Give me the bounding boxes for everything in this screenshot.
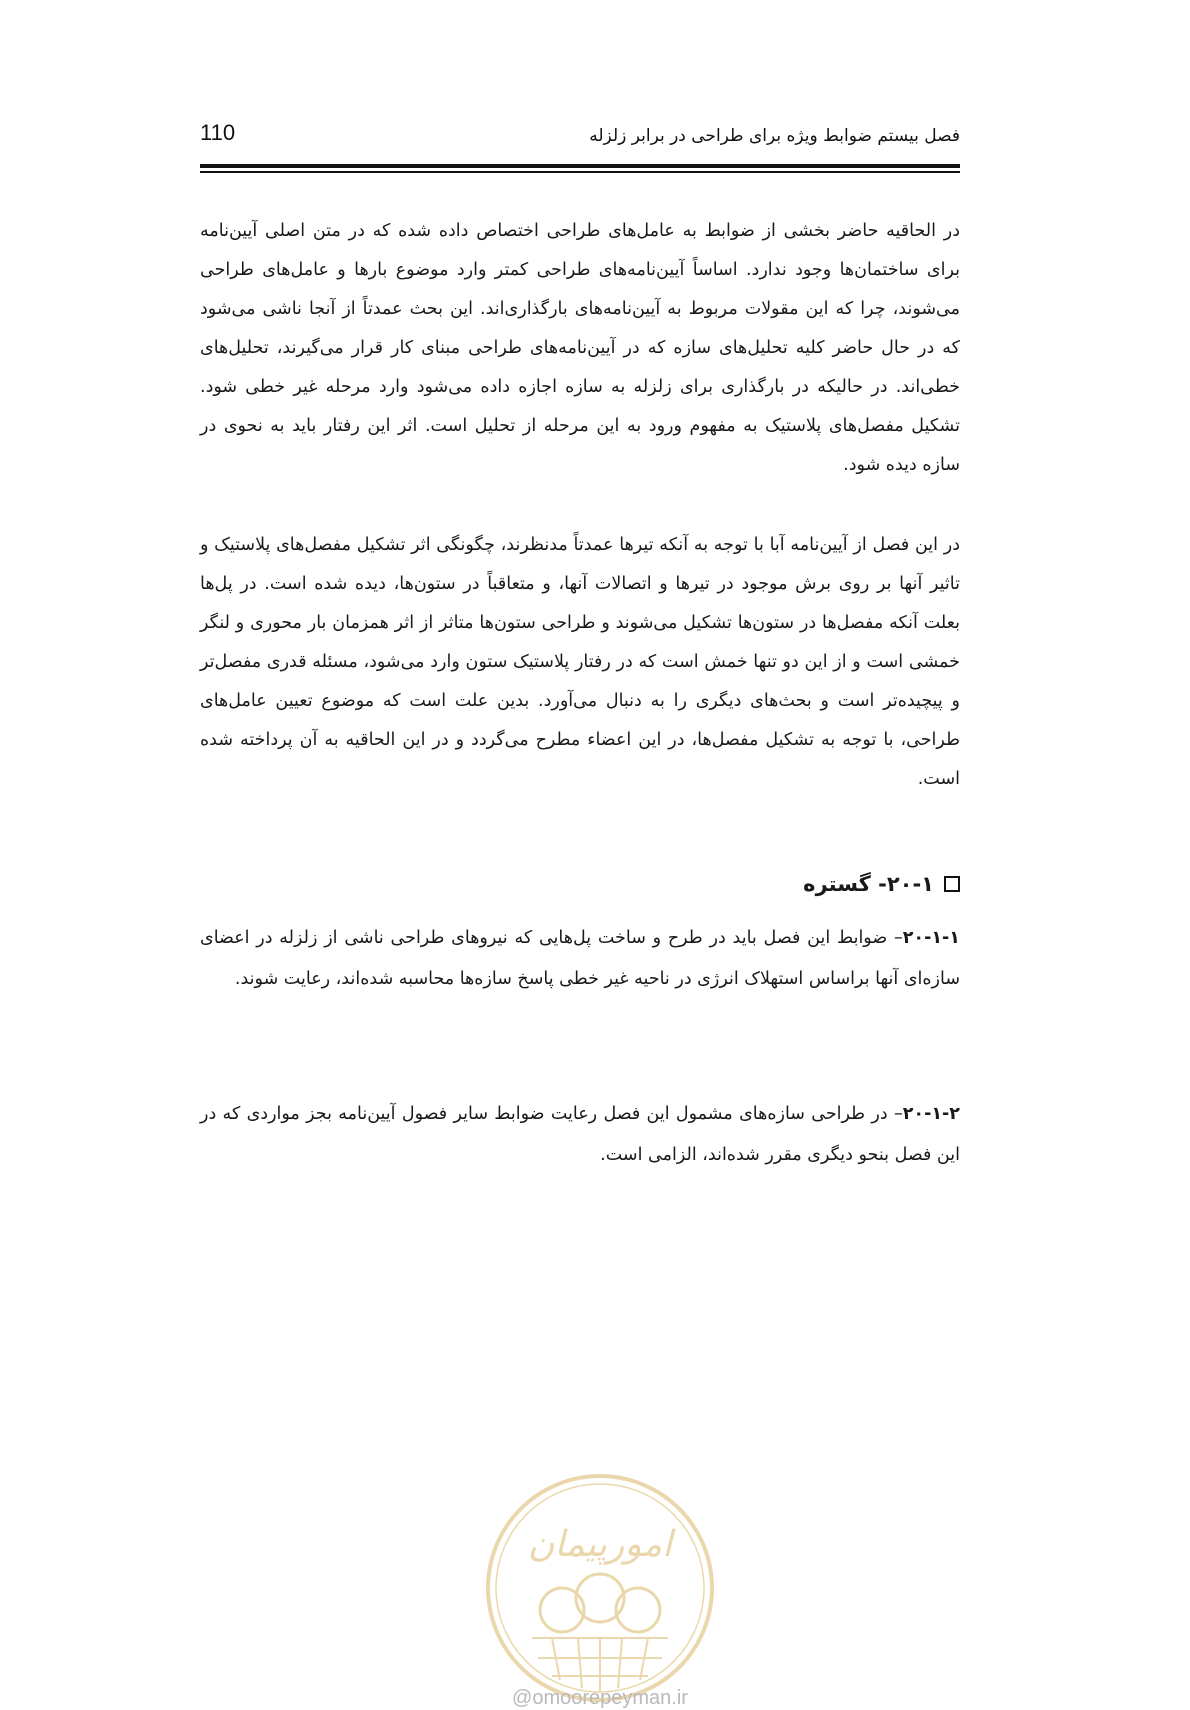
page-header <box>200 120 960 154</box>
intro-paragraph-2 <box>200 526 960 799</box>
clause-number: ۲۰-۱-۲ <box>902 1104 960 1124</box>
section-heading-text: ۲۰-۱- گستره <box>803 872 934 896</box>
clause-number: ۲۰-۱-۱ <box>902 928 960 948</box>
watermark-logo <box>482 1470 718 1706</box>
header-rule-thick <box>200 164 960 168</box>
intro-paragraph-1 <box>200 212 960 485</box>
clause-20-1-1 <box>200 918 960 1000</box>
clause-text: – در طراحی سازه‌های مشمول این فصل رعایت ضوابط سایر فصول آیین‌نامه بجز مواردی که در این فصل بنحو دیگری مقرر شده‌اند، الزامی است. <box>200 1104 960 1165</box>
paragraph-text: در الحاقیه حاضر بخشی از ضوابط به عامل‌های طراحی اختصاص داده شده که در متن اصلی آیین‌نامه برای ساختمان‌ها وجود ندارد. اساساً آیین‌نامه‌های طراحی کمتر وارد موضوع بارها و عامل‌های طراحی می‌شوند، چرا که این مقولات مربوط به آیین‌نامه‌های بارگذاری‌اند. این بحث عمدتاً از آنجا ناشی می‌شود که در حال حاضر کلیه تحلیل‌های سازه که در آیین‌نامه‌های طراحی مبنای کار قرار می‌گیرند، تحلیل‌های خطی‌اند. در حالیکه در بارگذاری برای زلزله به سازه اجازه داده می‌شود وارد مرحله غیر خطی شود. تشکیل مفصل‌های پلاستیک به مفهوم ورود به این مرحله از تحلیل است. اثر این رفتار باید به نحوی در سازه دیده شود. <box>200 221 960 475</box>
section-heading <box>803 872 960 896</box>
page-number: 110 <box>200 120 236 145</box>
square-bullet-icon <box>944 876 960 892</box>
clause-text: – ضوابط این فصل باید در طرح و ساخت پل‌هایی که نیروهای طراحی ناشی از زلزله در اعضای سازه‌ای آنها براساس استهلاک انرژی در ناحیه غیر خطی پاسخ سازه‌ها محاسبه شده‌اند، رعایت شوند. <box>200 928 960 989</box>
clause-20-1-2 <box>200 1094 960 1176</box>
header-rule-thin <box>200 171 960 173</box>
watermark-logo-text: امورپیمان <box>527 1524 673 1565</box>
watermark-url: @omoorepeyman.ir <box>512 1687 688 1709</box>
running-title: فصل بیستم ضوابط ویژه برای طراحی در برابر زلزله <box>589 126 960 146</box>
paragraph-text: در این فصل از آیین‌نامه آبا با توجه به آنکه تیرها عمدتاً مدنظرند، چگونگی اثر تشکیل مفصل‌های پلاستیک و تاثیر آنها بر روی برش موجود در تیرها و اتصالات آنها، و متعاقباً در ستون‌ها، دیده شده است. در پل‌ها بعلت آنکه مفصل‌ها در ستون‌ها تشکیل می‌شوند و طراحی ستون‌ها متاثر از اثر همزمان بار محوری و لنگر خمشی است و از این دو تنها خمش است که در رفتار پلاستیک ستون وارد می‌شود، مسئله قدری مفصل‌تر و پیچیده‌تر است و بحث‌های دیگری را به دنبال می‌آورد. بدین علت است که موضوع تعیین عامل‌های طراحی، با توجه به تشکیل مفصل‌ها، در این اعضاء مطرح می‌گردد و در این الحاقیه به آن پرداخته شده است. <box>200 535 960 789</box>
